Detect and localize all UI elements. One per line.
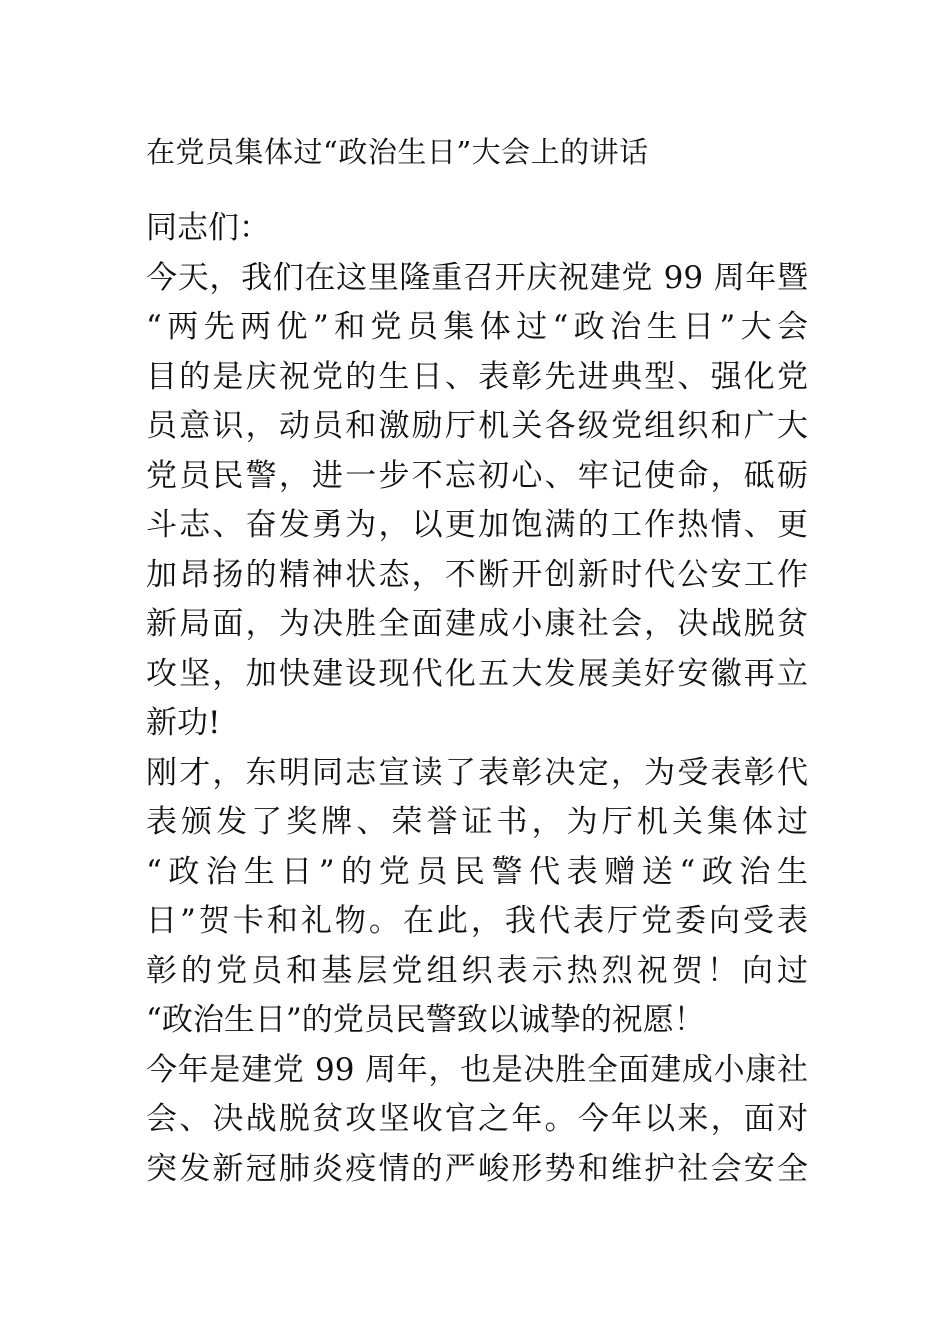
document-body xyxy=(146,204,808,1194)
body-line: “政治生日”的党员民警致以诚挚的祝愿！ xyxy=(146,1002,705,1038)
body-line: 今年是建党 99 周年，也是决胜全面建成小康社 xyxy=(146,1051,808,1088)
body-line: 彰的党员和基层党组织表示热烈祝贺！向过 xyxy=(146,952,808,989)
body-line: “两先两优”和党员集体过“政治生日”大会 xyxy=(146,309,808,345)
body-line: 斗志、奋发勇为，以更加饱满的工作热情、更 xyxy=(146,507,808,543)
body-line: 员意识，动员和激励厅机关各级党组织和广大 xyxy=(146,408,808,444)
body-line: 突发新冠肺炎疫情的严峻形势和维护社会安全 xyxy=(146,1150,808,1187)
body-line: 表颁发了奖牌、荣誉证书，为厅机关集体过 xyxy=(146,804,808,840)
body-line: 日”贺卡和礼物。在此，我代表厅党委向受表 xyxy=(146,903,808,939)
document-title: 在党员集体过“政治生日”大会上的讲话 xyxy=(146,135,649,169)
body-line: 加昂扬的精神状态，不断开创新时代公安工作 xyxy=(146,556,808,593)
body-line: 新功! xyxy=(146,705,221,741)
body-line: 攻坚，加快建设现代化五大发展美好安徽再立 xyxy=(146,655,808,692)
body-line: 同志们： xyxy=(146,210,270,246)
body-line: 目的是庆祝党的生日、表彰先进典型、强化党 xyxy=(146,358,808,395)
body-line: 会、决战脱贫攻坚收官之年。今年以来，面对 xyxy=(146,1101,808,1137)
body-line: 新局面，为决胜全面建成小康社会，决战脱贫 xyxy=(146,606,808,642)
body-line: 刚才，东明同志宣读了表彰决定，为受表彰代 xyxy=(146,754,808,791)
body-line: 今天，我们在这里隆重召开庆祝建党 99 周年暨 xyxy=(146,259,808,296)
body-line: 党员民警，进一步不忘初心、牢记使命，砥砺 xyxy=(146,457,808,494)
body-line: “政治生日”的党员民警代表赠送“政治生 xyxy=(146,853,808,890)
